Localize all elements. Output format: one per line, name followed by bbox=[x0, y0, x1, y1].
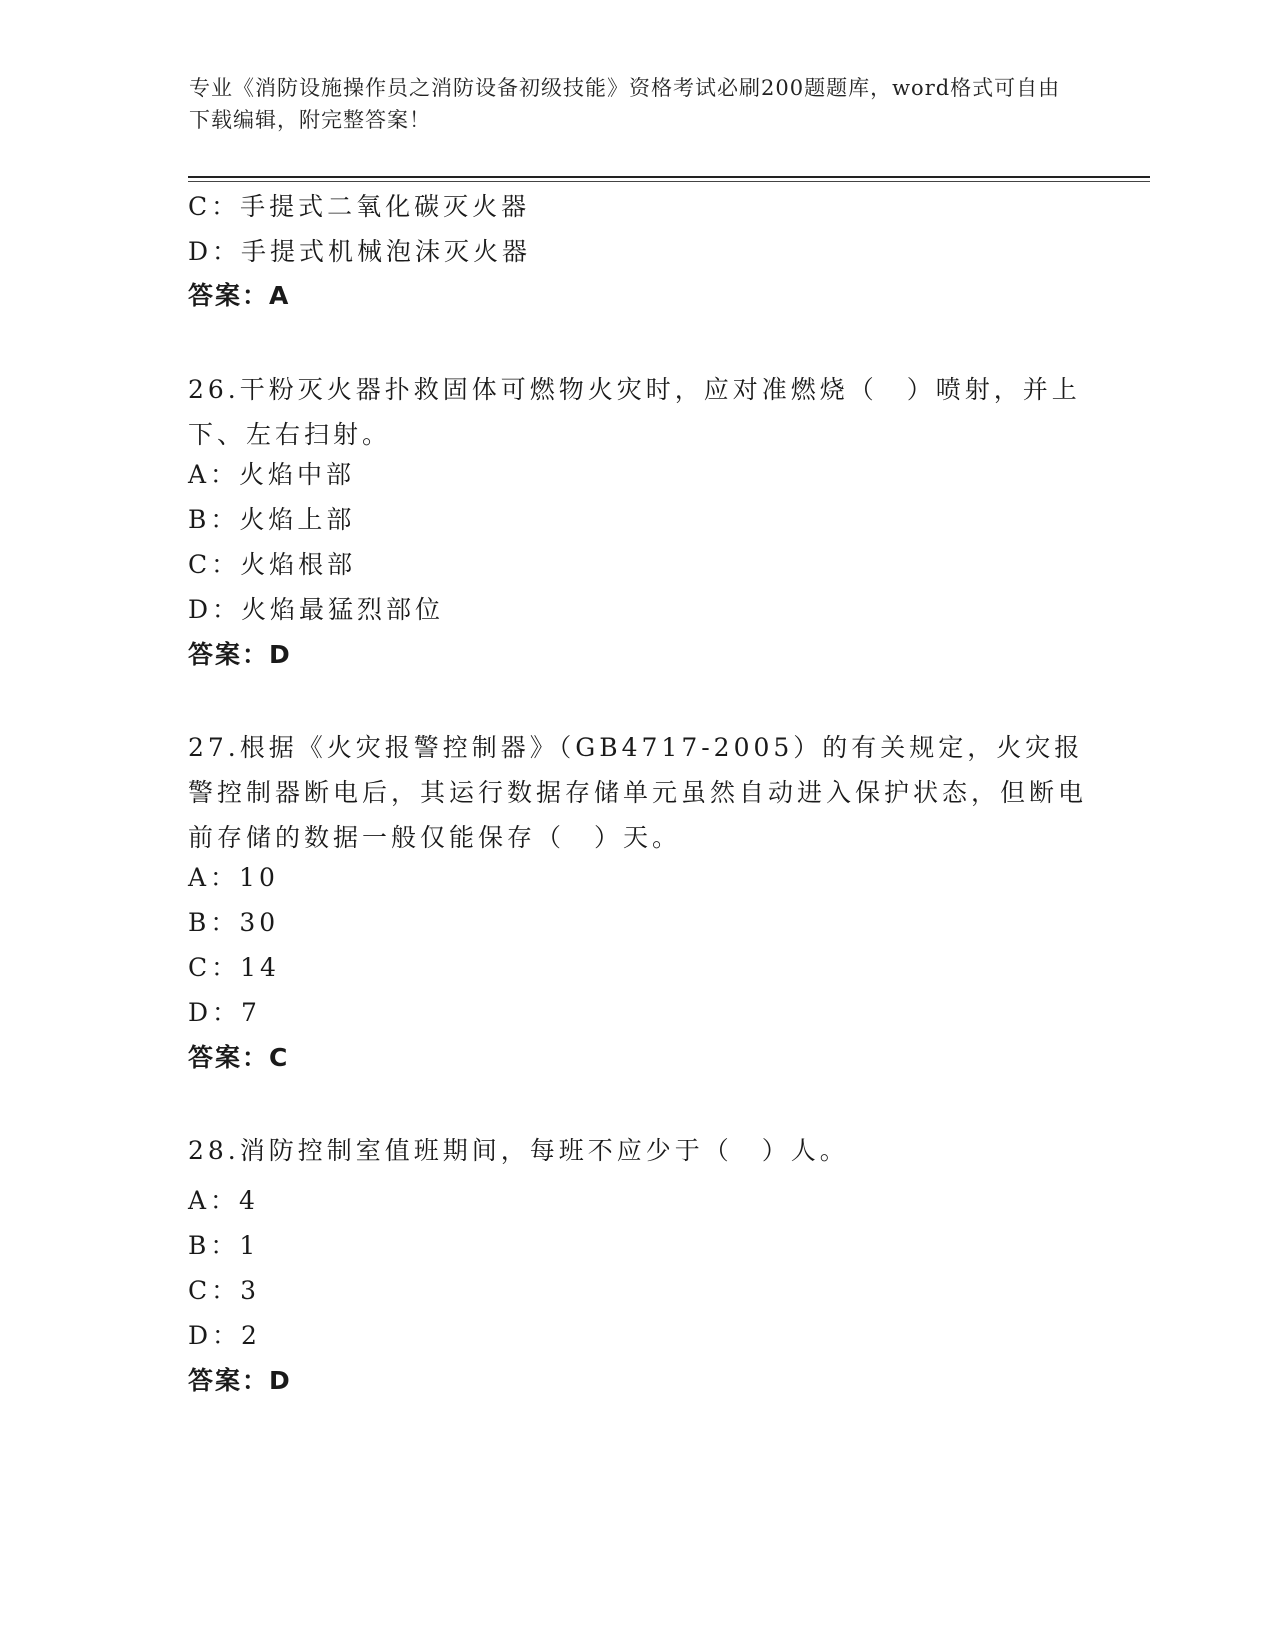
q27-option-b: B：30 bbox=[188, 908, 280, 937]
q25-answer: 答案：A bbox=[188, 281, 291, 310]
q26-stem: 26.干粉灭火器扑救固体可燃物火灾时，应对准燃烧（ ）喷射，并上下、左右扫射。 bbox=[188, 375, 1081, 449]
q26-option-b: B：火焰上部 bbox=[188, 505, 356, 534]
header-rule-thin bbox=[188, 181, 1150, 182]
q27-option-c: C：14 bbox=[188, 953, 280, 982]
q27-stem: 27.根据《火灾报警控制器》（GB4717-2005）的有关规定，火灾报警控制器断电后，其运行数据存储单元虽然自动进入保护状态，但断电前存储的数据一般仅能保存（ ）天。 bbox=[188, 733, 1088, 852]
q26-option-d: D：火焰最猛烈部位 bbox=[188, 595, 445, 624]
q27-answer: 答案：C bbox=[188, 1043, 290, 1072]
q28-option-c: C：3 bbox=[188, 1276, 261, 1305]
q27-option-d: D：7 bbox=[188, 998, 261, 1027]
q28-option-d: D：2 bbox=[188, 1321, 261, 1350]
q26-option-c: C：火焰根部 bbox=[188, 550, 357, 579]
header-rule-thick bbox=[188, 176, 1150, 178]
q28-option-a: A：4 bbox=[188, 1186, 259, 1215]
q25-option-c: C：手提式二氧化碳灭火器 bbox=[188, 192, 531, 221]
q28-stem: 28.消防控制室值班期间，每班不应少于（ ）人。 bbox=[188, 1136, 849, 1165]
q28-option-b: B：1 bbox=[188, 1231, 260, 1260]
q27-option-a: A：10 bbox=[188, 863, 279, 892]
document-header-title: 专业《消防设施操作员之消防设备初级技能》资格考试必刷200题题库，word格式可自由下载编辑，附完整答案！ bbox=[189, 76, 1061, 132]
q25-option-d: D：手提式机械泡沫灭火器 bbox=[188, 237, 532, 266]
q26-answer: 答案：D bbox=[188, 640, 292, 669]
q28-answer: 答案：D bbox=[188, 1366, 292, 1395]
q26-option-a: A：火焰中部 bbox=[188, 460, 356, 489]
